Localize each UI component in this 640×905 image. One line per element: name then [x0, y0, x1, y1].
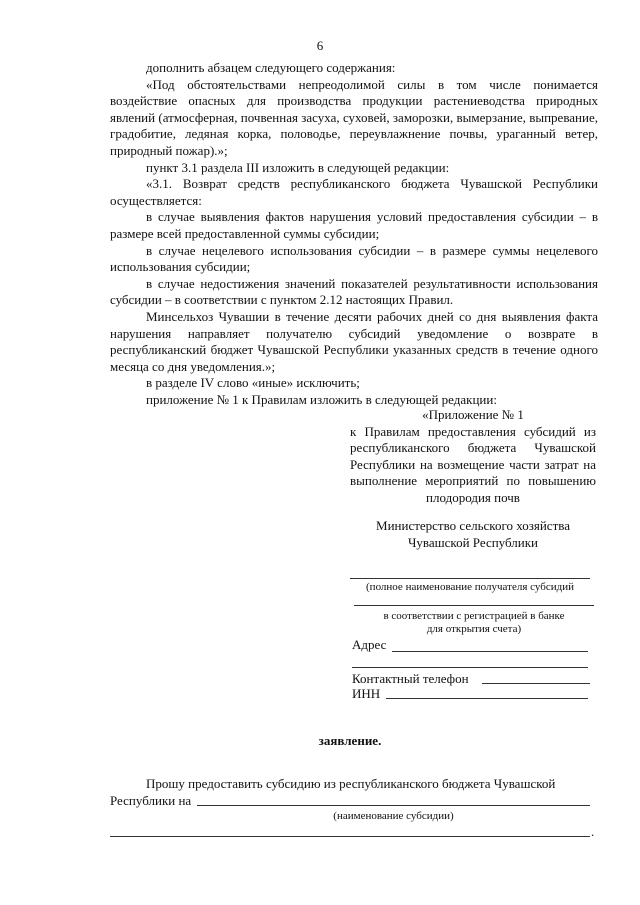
paragraph: в случае недостижения значений показателей результативности использования субсидии – в соответствии с пунктом 2.12 настоящих Правил. — [110, 275, 598, 308]
paragraph: в случае выявления фактов нарушения условий предоставления субсидии – в размере всей предоставленной суммы субсидии; — [110, 209, 598, 241]
appendix-title: «Приложение № 1 — [422, 407, 524, 422]
subsidy-name-line-2[interactable] — [110, 836, 590, 837]
paragraph: «3.1. Возврат средств республиканского бюджета Чувашской Республики осуществляется: — [110, 176, 598, 208]
bank-caption-1: в соответствии с регистрацией в банке — [383, 610, 565, 622]
phone-line[interactable] — [482, 683, 590, 684]
paragraph: «Под обстоятельствами непреодолимой силы в том числе понимается воздействие опасных для производства продукции растениеводства природных явлений (атмосферная, почвенная засуха, суховей, заморозки, вымерзание, выпревание, градобитие, ледяная корка, половодье, переувлажнение почвы, ураганный ветер, природный пожар).»; — [110, 76, 598, 158]
bank-caption-2: для открытия счета) — [426, 623, 522, 635]
paragraph: дополнить абзацем следующего содержания: — [146, 60, 396, 75]
paragraph: пункт 3.1 раздела III изложить в следующей редакции: — [146, 159, 450, 175]
ministry-line-2: Чувашской Республики — [407, 534, 539, 550]
amendment-text — [110, 60, 598, 408]
recipient-caption: (полное наименование получателя субсидий — [366, 581, 574, 593]
paragraph: Минсельхоз Чувашии в течение десяти рабочих дней со дня выявления факта нарушения направляет получателю субсидий уведомление о возврате в республиканский бюджет Чувашской Республики указанных средств в течение одного месяца со дня уведомления.»; — [110, 308, 598, 374]
address-label: Адрес — [352, 637, 387, 652]
appendix-text: к Правилам предоставления субсидий из республиканского бюджета Чувашской Республики на возмещение части затрат на выполнение мероприятий по повышению плодородия почв — [350, 423, 596, 505]
address-line-2[interactable] — [352, 667, 588, 668]
paragraph: приложение № 1 к Правилам изложить в следующей редакции: — [146, 391, 497, 407]
page-number: 6 — [316, 38, 324, 53]
subsidy-name-line[interactable] — [197, 805, 590, 806]
recipient-name-line[interactable] — [350, 578, 590, 579]
phone-label: Контактный телефон — [352, 671, 469, 686]
appendix-header — [350, 407, 596, 507]
bank-line[interactable] — [354, 605, 594, 606]
request-line-2: Республики на — [110, 792, 192, 808]
ministry-addressee — [350, 518, 596, 551]
ministry-line-1: Министерство сельского хозяйства — [376, 518, 570, 533]
inn-label: ИНН — [352, 686, 381, 701]
request-line-1: Прошу предоставить субсидию из республиканского бюджета Чувашской — [146, 776, 556, 791]
end-mark: . — [591, 824, 595, 839]
subsidy-caption: (наименование субсидии) — [333, 810, 454, 822]
paragraph: в случае нецелевого использования субсидии – в размере суммы нецелевого использования субсидии; — [110, 242, 598, 275]
paragraph: в разделе IV слово «иные» исключить; — [146, 375, 360, 391]
document-heading: заявление. — [318, 733, 382, 748]
address-line[interactable] — [392, 651, 588, 652]
inn-line[interactable] — [386, 698, 588, 699]
